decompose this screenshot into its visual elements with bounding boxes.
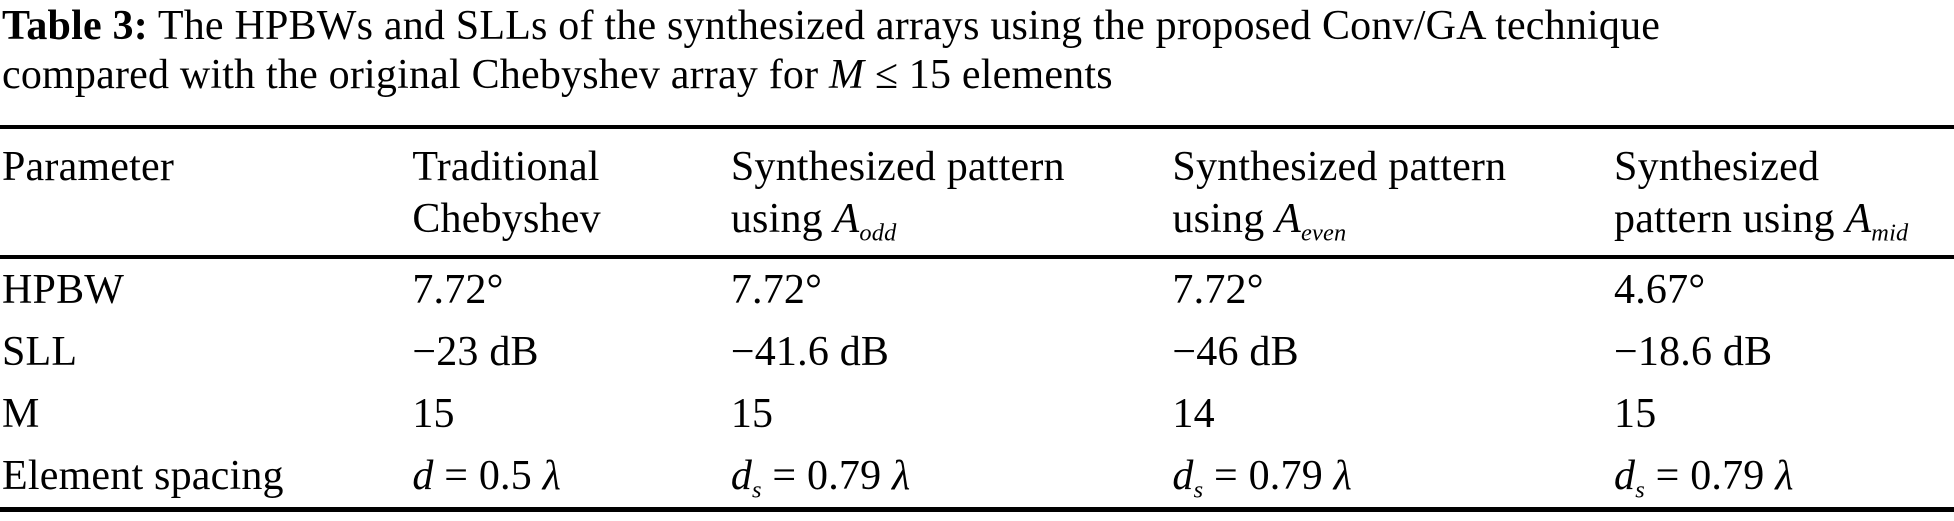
cell-hpbw-chebyshev: 7.72°	[412, 267, 504, 313]
math-var-d: d	[1614, 453, 1636, 499]
table-caption	[0, 0, 1954, 100]
cell-m-chebyshev: 15	[412, 391, 455, 437]
math-var-d: d	[730, 453, 753, 499]
table-row-m	[0, 383, 1954, 445]
caption-text-continued: compared with the original Chebyshev array for	[2, 52, 829, 98]
table-row-hpbw	[0, 257, 1954, 321]
header-text: using	[730, 196, 834, 242]
cell-spacing-chebyshev	[410, 445, 729, 510]
table-row-element-spacing	[0, 445, 1954, 510]
lambda-symbol: λ	[542, 453, 562, 499]
lambda-symbol: λ	[1333, 453, 1352, 499]
math-subscript-odd: odd	[859, 219, 897, 247]
math-var-d: d	[1172, 453, 1194, 499]
lambda-symbol: λ	[892, 453, 911, 499]
caption-text-end: ≤ 15 elements	[864, 52, 1113, 98]
spacing-value: = 0.79	[761, 453, 893, 499]
header-line	[1172, 193, 1604, 245]
cell-sll-even: −46 dB	[1172, 329, 1299, 375]
math-subscript-even: even	[1301, 219, 1347, 247]
column-header-synthesized-a-mid	[1612, 127, 1954, 257]
math-var-A: A	[1845, 196, 1872, 242]
row-label: M	[2, 391, 40, 437]
cell-hpbw-mid: 4.67°	[1614, 267, 1706, 313]
cell-m-even: 14	[1172, 391, 1215, 437]
caption-line-2	[2, 51, 1954, 100]
header-line	[1614, 193, 1946, 245]
cell-m-odd: 15	[730, 391, 774, 437]
math-var-A: A	[1275, 196, 1301, 242]
math-var-d: d	[412, 453, 434, 499]
header-text: pattern using	[1614, 196, 1846, 242]
table-number-label: Table 3:	[2, 3, 148, 49]
header-line	[731, 193, 1163, 245]
column-header-parameter	[0, 127, 410, 257]
math-subscript-s: s	[1635, 476, 1645, 504]
caption-text: The HPBWs and SLLs of the synthesized arrays using the proposed Conv/GA technique	[147, 3, 1661, 49]
spacing-value: = 0.79	[1644, 453, 1776, 499]
row-label: Element spacing	[2, 453, 284, 499]
cell-sll-odd: −41.6 dB	[730, 329, 890, 375]
cell-spacing-mid	[1612, 445, 1954, 510]
header-line: Synthesized	[1614, 144, 1820, 190]
cell-hpbw-odd: 7.72°	[730, 267, 823, 313]
header-line: Traditional	[412, 144, 600, 190]
row-label: HPBW	[2, 267, 125, 313]
caption-line-1	[2, 2, 1954, 51]
cell-m-mid: 15	[1614, 391, 1657, 437]
row-label: SLL	[2, 329, 78, 375]
lambda-symbol: λ	[1775, 453, 1794, 499]
table-row-sll	[0, 321, 1954, 383]
header-line: Synthesized pattern	[730, 144, 1065, 190]
cell-spacing-odd	[729, 445, 1171, 510]
header-line: Parameter	[2, 144, 175, 190]
cell-sll-chebyshev: −23 dB	[412, 329, 539, 375]
cell-spacing-even	[1170, 445, 1612, 510]
header-line: Synthesized pattern	[1172, 144, 1507, 190]
cell-sll-mid: −18.6 dB	[1614, 329, 1773, 375]
column-header-traditional-chebyshev	[410, 127, 729, 257]
results-table	[0, 125, 1954, 512]
header-text: using	[1172, 196, 1276, 242]
math-subscript-s: s	[1193, 476, 1204, 504]
cell-hpbw-even: 7.72°	[1172, 267, 1264, 313]
spacing-value: = 0.5	[433, 453, 543, 499]
column-header-synthesized-a-even	[1170, 127, 1612, 257]
spacing-value: = 0.79	[1203, 453, 1334, 499]
math-var-A: A	[833, 196, 860, 242]
header-row	[0, 127, 1954, 257]
math-subscript-mid: mid	[1871, 219, 1909, 247]
header-line: Chebyshev	[412, 196, 601, 242]
column-header-synthesized-a-odd	[729, 127, 1171, 257]
math-subscript-s: s	[752, 476, 762, 504]
math-var-M: M	[828, 52, 865, 98]
